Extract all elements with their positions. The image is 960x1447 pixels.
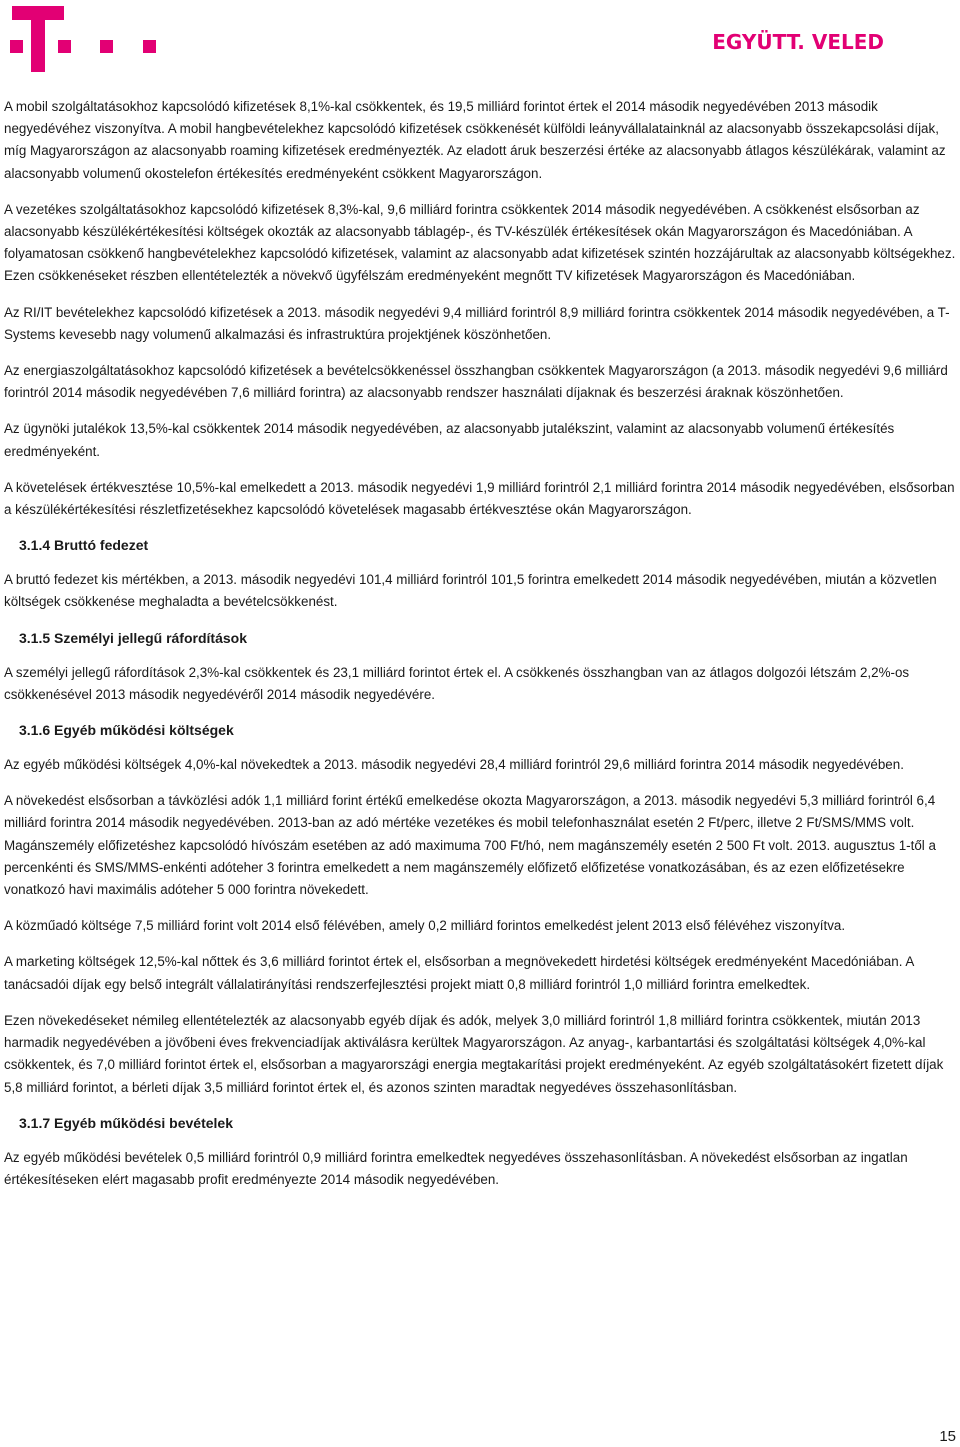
paragraph: Az egyéb működési költségek 4,0%-kal növekedtek a 2013. második negyedévi 28,4 milliárd forintról 29,6 milliárd forintra 2014 második negyedévében.: [4, 757, 904, 773]
section-heading: 3.1.6 Egyéb működési költségek: [19, 722, 234, 739]
paragraph: A marketing költségek 12,5%-kal nőttek és 3,6 milliárd forintot értek el, elsősorban a megnövekedett hirdetési költségek eredményeként Macedóniában. A tanácsadói díjak egy belső integrált vállalatirányítási rendszerfejlesztési projekt miatt 0,8 milliárd forintról 1,0 milliárd forintra emelkedtek.: [4, 954, 914, 992]
paragraph: A követelések értékvesztése 10,5%-kal emelkedett a 2013. második negyedévi 1,9 milliárd forintról 2,1 milliárd forintra 2014 második negyedévében, elsősorban a készülékértékesítési részletfizetésekhez kapcsolódó követelések magasabb értékvesztése okán Magyarországon.: [4, 479, 955, 518]
paragraph: A közműadó költsége 7,5 milliárd forint volt 2014 első félévében, amely 0,2 milliárd forintos emelkedést jelent 2013 első félévéhez viszonyítva.: [4, 918, 846, 934]
paragraph: A személyi jellegű ráfordítások 2,3%-kal csökkentek és 23,1 milliárd forintot értek el. A csökkenés összhangban van az átlagos dolgozói létszám 2,2%-os csökkenésével 2013 második negyedévéről 2014 második negyedévére.: [4, 664, 910, 702]
slogan: EGYÜTT. VELED: [712, 30, 884, 54]
paragraph: Az ügynöki jutalékok 13,5%-kal csökkentek 2014 második negyedévében, az alacsonyabb jutalékszint, valamint az alacsonyabb volumenű értékesítés eredményeként.: [4, 421, 895, 459]
telekom-logo-icon: [6, 4, 156, 74]
section-heading: 3.1.5 Személyi jellegű ráfordítások: [19, 629, 247, 646]
paragraph: A növekedést elsősorban a távközlési adók 1,1 milliárd forint értékű emelkedése okozta Magyarországon, a 2013. második negyedévi 5,3 milliárd forintról 6,4 milliárd forintra 2014 második negyedévében. 2013-ban az adó mértéke vezetékes és mobil telefonhasználat esetén 2 Ft/perc, illetve 2 Ft/SMS/MMS volt. Magánszemély előfizetéshez kapcsolódó hívószám esetében az adó maximuma 700 Ft/hó, nem magánszemély esetén 2 500 Ft volt. 2013. augusztus 1-től a percenkénti és SMS/MMS-enkénti adóteher 3 forintra emelkedett a nem magánszemély előfizető előfizetése vonatkozásában, és az ezen előfizetésekre vonatkozó havi maximális adóteher 5 000 forintra növekedett.: [4, 793, 936, 898]
section-heading: 3.1.7 Egyéb működési bevételek: [19, 1114, 233, 1131]
paragraph: A bruttó fedezet kis mértékben, a 2013. második negyedévi 101,4 milliárd forintról 101,5 forintra emelkedett 2014 második negyedévében, miután a közvetlen költségek csökkenése meghaladta a bevételcsökkenést.: [4, 572, 937, 610]
page-header: [0, 0, 960, 80]
paragraph: Az RI/IT bevételekhez kapcsolódó kifizetések a 2013. második negyedévi 9,4 milliárd forintról 8,9 milliárd forintra csökkentek 2014 második negyedévében, a T-Systems kevesebb nagy volumenű alkalmazási és infrastruktúra projektjének köszönhetően.: [4, 304, 950, 342]
document-body: [4, 96, 956, 1205]
page-number: 15: [939, 1428, 956, 1445]
paragraph: Ezen növekedéseket némileg ellentételezték az alacsonyabb egyéb díjak és adók, melyek 3,0 milliárd forintról 1,8 milliárd forintra csökkentek, miután 2013 harmadik negyedévében a jövőbeni éves frekvenciadíjak aktiválásra kerültek Magyarországon. Az anyag-, karbantartási és szolgáltatási költségek 4,0%-kal csökkentek, és 7,0 milliárd forintot értek el, elsősorban a magyarországi energia megtakarítási projekt eredményeként. Az egyéb szolgáltatásokért fizetett díjak 5,8 milliárd forintot, a bérleti díjak 3,5 milliárd forintot értek el, és azonos szinten maradtak negyedéves összehasonlításban.: [4, 1012, 944, 1095]
paragraph: Az energiaszolgáltatásokhoz kapcsolódó kifizetések a bevételcsökkenéssel összhangban csökkentek Magyarországon (a 2013. második negyedévi 9,6 milliárd forintról 2014 második negyedévében 7,6 milliárd forintra) az alacsonyabb rendszer használati díjaknak és beszerzési áraknak köszönhetően.: [4, 363, 948, 401]
section-heading: 3.1.4 Bruttó fedezet: [19, 537, 149, 554]
paragraph: A vezetékes szolgáltatásokhoz kapcsolódó kifizetések 8,3%-kal, 9,6 milliárd forintra csökkentek 2014 második negyedévében. A csökkenést elsősorban az alacsonyabb készülékértékesítési költségek okozták az alacsonyabb táblagép-, és TV-készülék értékesítések okán Magyarországon és Macedóniában. A folyamatosan csökkenő hangbevételekhez kapcsolódó kifizetések, valamint az alacsonyabb adat kifizetések szintén hozzájárultak az alacsonyabb költségekhez. Ezen csökkenéseket részben ellentételezték a növekvő ügyfélszám eredményeként megnőtt TV kifizetések Magyarországon és Macedóniában.: [4, 201, 956, 284]
paragraph: A mobil szolgáltatásokhoz kapcsolódó kifizetések 8,1%-kal csökkentek, és 19,5 milliárd forintot értek el 2014 második negyedévében 2013 második negyedévéhez viszonyítva. A mobil hangbevételekhez kapcsolódó kifizetések csökkenését külföldi leányvállalatainknál az alacsonyabb összekapcsolási díjak, míg Magyarországon az alacsonyabb roaming kifizetések eredményezték. Az eladott áruk beszerzési értéke az alacsonyabb átlagos készülékárak, valamint az alacsonyabb volumenű okostelefon értékesítés eredményeként csökkent Magyarországon.: [4, 99, 946, 181]
paragraph: Az egyéb működési bevételek 0,5 milliárd forintról 0,9 milliárd forintra emelkedtek negyedéves összehasonlításban. A növekedést elsősorban az ingatlan értékesítéseken elért magasabb profit eredményezte 2014 második negyedévében.: [4, 1149, 908, 1187]
